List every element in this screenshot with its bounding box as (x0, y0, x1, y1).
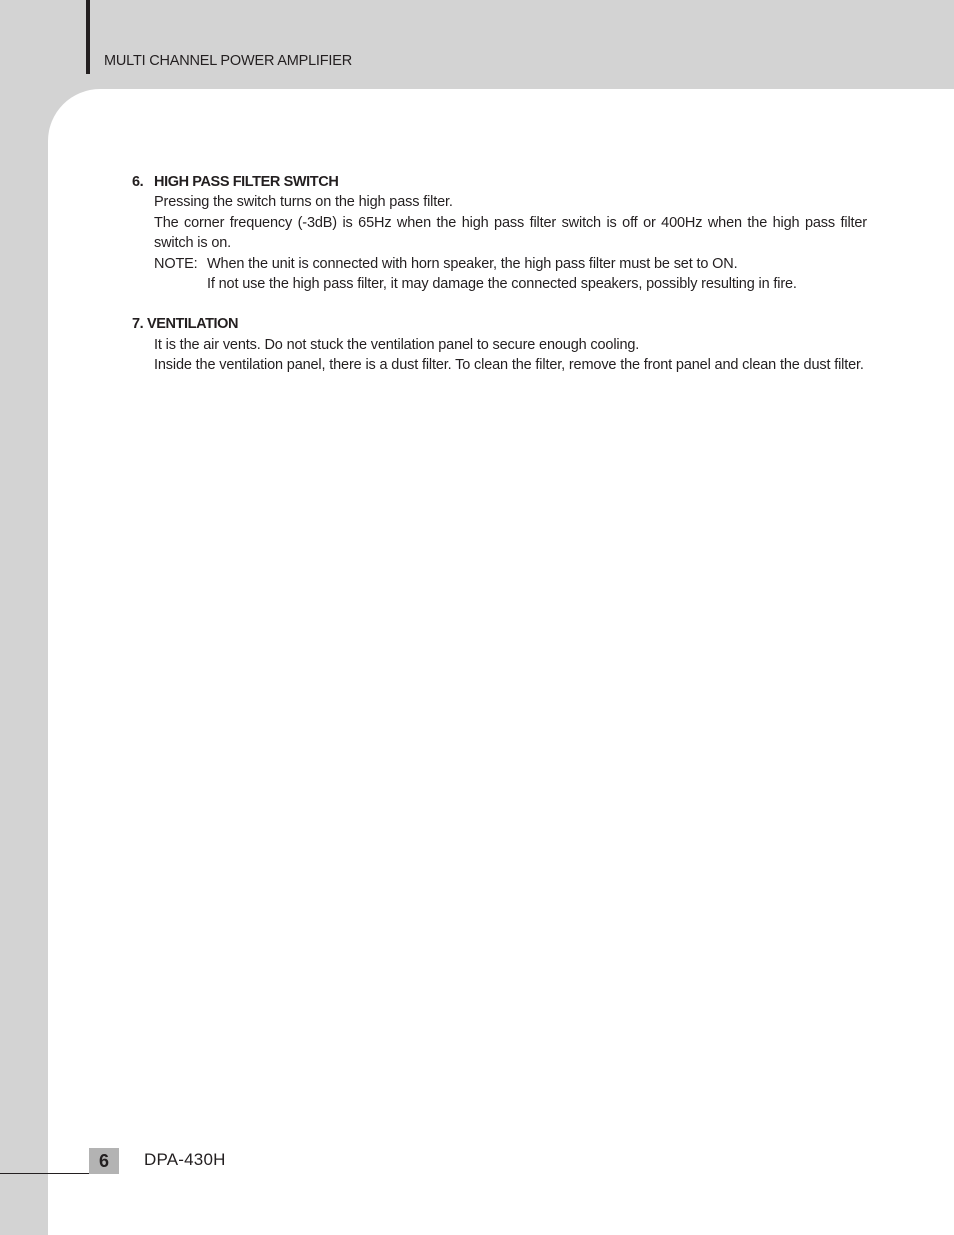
model-name: DPA-430H (144, 1150, 226, 1169)
note-lines (207, 254, 867, 295)
section-ventilation (132, 314, 867, 375)
section-heading (132, 314, 867, 334)
paragraph: The corner frequency (-3dB) is 65Hz when the high pass filter switch is off or 400Hz when the high pass filter switch is on. (154, 214, 867, 252)
section-title: VENTILATION (146, 316, 239, 333)
note-line: When the unit is connected with horn speaker, the high pass filter must be set to ON. (207, 255, 738, 272)
paragraph: Inside the ventilation panel, there is a dust filter. To clean the filter, remove the front panel and clean the dust filter. (154, 357, 864, 374)
paragraph: It is the air vents. Do not stuck the ventilation panel to secure enough cooling. (154, 336, 640, 353)
note-label: NOTE: (154, 255, 198, 272)
header-title: MULTI CHANNEL POWER AMPLIFIER (104, 53, 352, 69)
section-heading (132, 172, 867, 192)
section-number: 7. (132, 316, 144, 333)
section-number: 6. (132, 174, 144, 190)
note-line: If not use the high pass filter, it may damage the connected speakers, possibly resulting in fire. (207, 276, 797, 293)
section-high-pass-filter (132, 172, 867, 294)
top-bar-accent (86, 0, 90, 74)
note (154, 254, 867, 295)
section-title: HIGH PASS FILTER SWITCH (154, 174, 339, 190)
paragraph: Pressing the switch turns on the high pass filter. (154, 194, 453, 211)
body-text (132, 172, 867, 396)
page-number: 6 (89, 1148, 119, 1174)
